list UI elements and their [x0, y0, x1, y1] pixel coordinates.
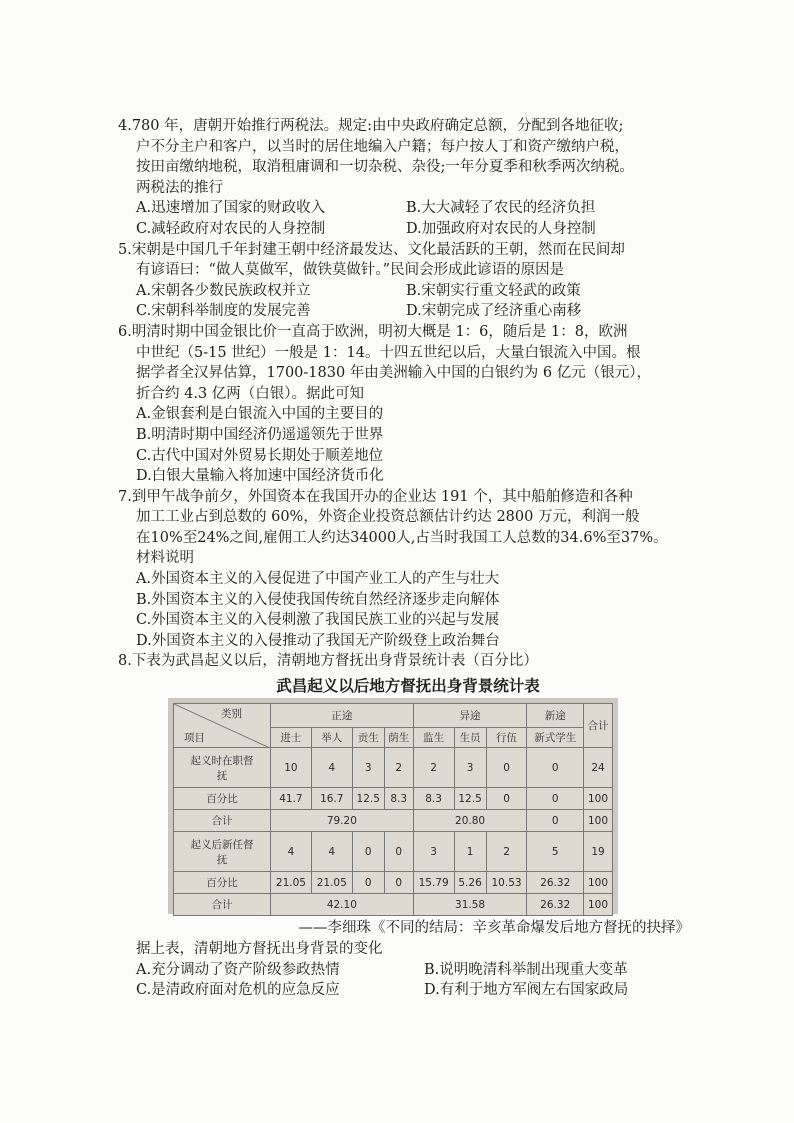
option-c: C.外国资本主义的入侵刺激了我国民族工业的兴起与发展	[136, 612, 500, 629]
question-text: 6.明清时期中国金银比价一直高于欧洲，明初大概是 1：6，随后是 1：8，欧洲	[118, 323, 628, 340]
question-text: 加工工业占到总数的 60%，外资企业投资总额估计约达 2800 万元，利润一般	[136, 509, 640, 526]
question-text: 按田亩缴纳地税，取消租庸调和一切杂税、杂役;一年分夏季和秋季两次纳税。	[136, 159, 634, 176]
table-cell: 4	[311, 832, 352, 872]
table-cell: 31.58	[413, 894, 527, 916]
option-b: B.说明晚清科举制出现重大变革	[424, 961, 628, 978]
table-cell: 5.26	[454, 872, 486, 894]
option-c: C.古代中国对外贸易长期处于顺差地位	[136, 447, 384, 464]
group-header: 合计	[584, 704, 613, 748]
question-8	[118, 651, 698, 1000]
table-source: ——李细珠《不同的结局：辛亥革命爆发后地方督抚的抉择》	[298, 920, 690, 937]
option-b: B.宋朝实行重文轻武的政策	[406, 282, 581, 299]
table-cell: 0	[527, 788, 584, 810]
table-cell: 10.53	[486, 872, 527, 894]
table-cell: 100	[584, 872, 613, 894]
table-cell: 0	[352, 832, 384, 872]
question-7	[118, 487, 698, 652]
table-cell: 0	[352, 872, 384, 894]
subheader: 新式学生	[527, 728, 584, 748]
table-cell: 24	[584, 748, 613, 788]
table-row	[174, 872, 613, 894]
row-label: 合计	[174, 810, 271, 832]
question-text: 两税法的推行	[136, 179, 223, 196]
question-4	[118, 116, 698, 240]
table-cell: 2	[486, 832, 527, 872]
table-cell: 41.7	[271, 788, 312, 810]
table-photo	[168, 698, 618, 914]
table-cell: 2	[384, 748, 413, 788]
subheader: 举人	[311, 728, 352, 748]
table-row	[174, 894, 613, 916]
table-cell: 12.5	[454, 788, 486, 810]
table-cell: 0	[486, 788, 527, 810]
row-label: 起义时在职督抚	[174, 748, 271, 788]
table-cell: 79.20	[271, 810, 414, 832]
question-text: 中世纪（5-15 世纪）一般是 1：14。十四五世纪以后，大量白银流入中国。根	[136, 344, 641, 361]
table-cell: 100	[584, 788, 613, 810]
table-cell: 10	[271, 748, 312, 788]
table-cell: 26.32	[527, 894, 584, 916]
option-a: A.迅速增加了国家的财政收入	[136, 200, 326, 217]
group-header: 异途	[413, 704, 527, 728]
table-cell: 100	[584, 810, 613, 832]
row-label: 百分比	[174, 788, 271, 810]
table-cell: 3	[352, 748, 384, 788]
question-text: 有谚语曰：“做人莫做军，做铁莫做针。”民间会形成此谚语的原因是	[136, 262, 565, 279]
table-cell: 16.7	[311, 788, 352, 810]
table-cell: 0	[527, 748, 584, 788]
option-d: D.外国资本主义的入侵推动了我国无产阶级登上政治舞台	[136, 632, 500, 649]
question-5	[118, 240, 698, 322]
option-d: D.宋朝完成了经济重心南移	[406, 303, 582, 320]
exam-content	[118, 116, 698, 1001]
option-b: B.明清时期中国经济仍遥遥领先于世界	[136, 426, 384, 443]
option-b: B.外国资本主义的入侵使我国传统自然经济逐步走向解体	[136, 591, 500, 608]
subheader: 进士	[271, 728, 312, 748]
table-cell: 12.5	[352, 788, 384, 810]
table-row	[174, 810, 613, 832]
group-header: 新途	[527, 704, 584, 728]
table-cell: 0	[527, 810, 584, 832]
question-6	[118, 322, 698, 487]
option-c: C.减轻政府对农民的人身控制	[136, 220, 326, 237]
option-d: D.有利于地方军阀左右国家政局	[424, 982, 629, 999]
table-cell: 4	[311, 748, 352, 788]
table-cell: 1	[454, 832, 486, 872]
question-text: 8.下表为武昌起义以后，清朝地方督抚出身背景统计表（百分比）	[118, 653, 538, 670]
subheader: 荫生	[384, 728, 413, 748]
question-text: 据学者全汉昇估算，1700-1830 年由美洲输入中国的白银约为 6 亿元（银元），	[136, 365, 652, 382]
option-d: D.加强政府对农民的人身控制	[406, 220, 596, 237]
table-row	[174, 832, 613, 872]
table-corner-header	[174, 704, 271, 748]
table-cell: 0	[486, 748, 527, 788]
subheader: 监生	[413, 728, 454, 748]
table-cell: 3	[454, 748, 486, 788]
table-row	[174, 788, 613, 810]
question-text: 4.780 年，唐朝开始推行两税法。规定:由中央政府确定总额，分配到各地征收;	[118, 118, 624, 134]
table-cell: 2	[413, 748, 454, 788]
statistics-table	[173, 703, 613, 916]
row-label: 百分比	[174, 872, 271, 894]
table-cell: 20.80	[413, 810, 527, 832]
row-label: 合计	[174, 894, 271, 916]
table-cell: 3	[413, 832, 454, 872]
table-cell: 21.05	[271, 872, 312, 894]
subheader: 行伍	[486, 728, 527, 748]
table-cell: 100	[584, 894, 613, 916]
table-cell: 26.32	[527, 872, 584, 894]
table-cell: 0	[384, 872, 413, 894]
table-cell: 8.3	[413, 788, 454, 810]
question-text: 材料说明	[136, 550, 194, 567]
table-cell: 15.79	[413, 872, 454, 894]
table-cell: 0	[384, 832, 413, 872]
question-text: 折合约 4.3 亿两（白银）。据此可知	[136, 385, 365, 402]
option-a: A.充分调动了资产阶级参政热情	[136, 961, 340, 978]
row-label: 起义后新任督抚	[174, 832, 271, 872]
group-header: 正途	[271, 704, 414, 728]
table-cell: 4	[271, 832, 312, 872]
subheader: 生员	[454, 728, 486, 748]
question-text: 7.到甲午战争前夕，外国资本在我国开办的企业达 191 个，其中船舶修造和各种	[118, 488, 633, 505]
question-text: 据上表，清朝地方督抚出身背景的变化	[136, 941, 383, 958]
table-cell: 42.10	[271, 894, 414, 916]
corner-top-label: 类别	[221, 708, 242, 721]
table-cell: 8.3	[384, 788, 413, 810]
option-a: A.金银套利是白银流入中国的主要目的	[136, 406, 384, 423]
option-a: A.宋朝各少数民族政权并立	[136, 282, 311, 299]
option-a: A.外国资本主义的入侵促进了中国产业工人的产生与壮大	[136, 571, 500, 588]
table-cell: 5	[527, 832, 584, 872]
table-cell: 21.05	[311, 872, 352, 894]
corner-bottom-label: 项目	[184, 732, 205, 745]
option-d: D.白银大量输入将加速中国经济货币化	[136, 468, 384, 485]
option-b: B.大大减轻了农民的经济负担	[406, 200, 596, 217]
question-text: 在10%至24%之间,雇佣工人约达34000人,占当时我国工人总数的34.6%至37%。	[136, 529, 668, 546]
option-c: C.是清政府面对危机的应急反应	[136, 982, 340, 999]
option-c: C.宋朝科举制度的发展完善	[136, 303, 311, 320]
question-text: 5.宋朝是中国几千年封建王朝中经济最发达、文化最活跃的王朝，然而在民间却	[118, 241, 625, 258]
subheader: 贡生	[352, 728, 384, 748]
table-cell: 19	[584, 832, 613, 872]
table-title: 武昌起义以后地方督抚出身背景统计表	[276, 677, 540, 696]
question-text: 户不分主户和客户，以当时的居住地编入户籍；每户按人丁和资产缴纳户税，	[136, 138, 629, 155]
table-row	[174, 748, 613, 788]
